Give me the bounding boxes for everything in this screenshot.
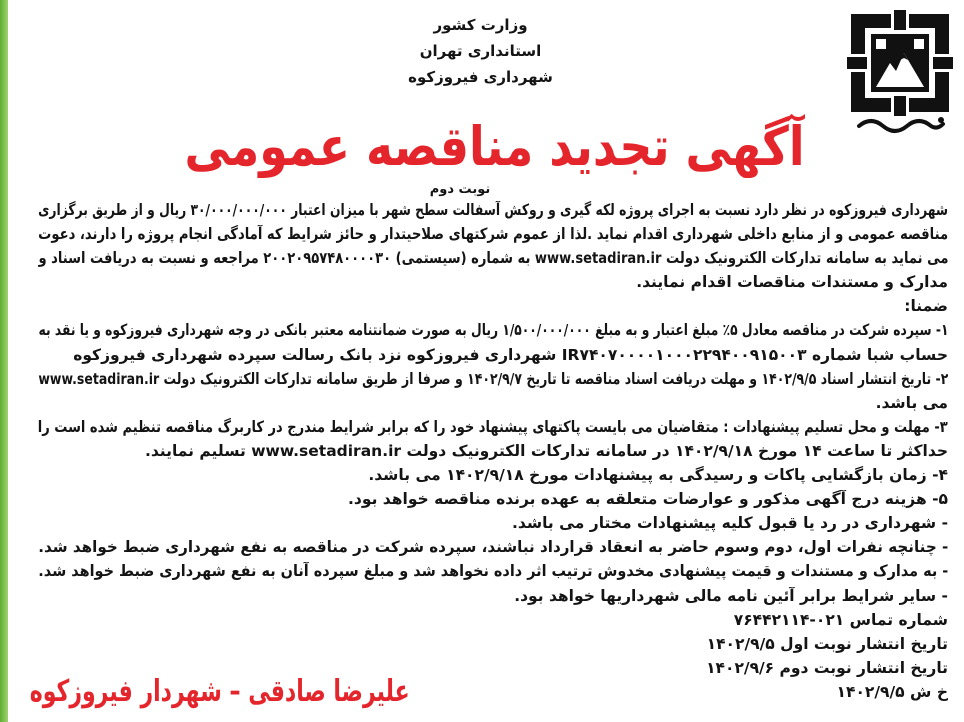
condition-3-line	[38, 418, 948, 442]
mayor-signature	[30, 672, 410, 712]
body-text-line: - سایر شرایط برابر آئین نامه مالی شهرداریها خواهد بود.	[514, 586, 948, 605]
note-line	[38, 514, 948, 538]
mayor-signature-text: علیرضا صادقی – شهردار فیروزکوه	[30, 674, 410, 709]
body-text-line: خ ش ۱۴۰۲/۹/۵	[836, 682, 948, 701]
body-text-line: ۴- زمان بازگشایی پاکات و رسیدگی به پیشنهادات مورخ ۱۴۰۲/۹/۱۸ می باشد.	[368, 466, 948, 485]
condition-1-line	[38, 346, 948, 370]
notes-heading	[38, 297, 948, 321]
body-text-line: تاریخ انتشار نوبت دوم ۱۴۰۲/۹/۶	[706, 658, 948, 677]
note-line	[38, 538, 948, 562]
ministry-name: وزارت کشور	[433, 16, 528, 34]
green-page-edge	[0, 0, 8, 722]
condition-5-line	[38, 490, 948, 514]
body-text-line: مدارک و مستندات مناقصات اقدام نمایند.	[636, 273, 948, 292]
condition-4-line	[38, 466, 948, 490]
body-text-line: شماره تماس ۰۲۱-۷۶۴۴۲۱۱۴	[733, 610, 948, 629]
intro-line	[38, 225, 948, 249]
body-text-line: - به مدارک و مستندات و قیمت پیشنهادی مخدوش ترتیب اثر داده نخواهد شد و مبلغ سپرده آنان به نفع شهرداری ضبط خواهد شد.	[38, 562, 948, 581]
body-text-line: ۳- مهلت و محل تسلیم پیشنهادات : متقاضیان می بایست پاکتهای پیشنهاد خود را که برابر شرایط مندرج در کاربرگ مناقصه تنظیم شده است را	[38, 417, 948, 436]
body-text-line: می نماید به سامانه تدارکات الکترونیک دولت www.setadiran.ir به شماره (سیستمی) ۲۰۰۲۰۹۵۷۴۸۰۰۰۰۳۰ مراجعه و نسبت به دریافت اسناد و	[38, 249, 948, 268]
body-text-line: - چنانچه نفرات اول، دوم وسوم حاضر به انعقاد قرارداد نباشند، سپرده شرکت در مناقصه به نفع شهرداری ضبط خواهد شد.	[38, 538, 948, 557]
body-text-line: تاریخ انتشار نوبت اول ۱۴۰۲/۹/۵	[706, 634, 948, 653]
body-text-line: مناقصه عمومی و از منابع داخلی شهرداری اقدام نماید .لذا از عموم شرکتهای صلاحیتدار و حائز شرایط که آمادگی انجام پروژه را دارند، دعوت	[38, 225, 948, 244]
body-text-line: حداکثر تا ساعت ۱۴ مورخ ۱۴۰۲/۹/۱۸ در سامانه تدارکات الکترونیک دولت www.setadiran.ir تسلیم نمایند.	[144, 441, 948, 460]
municipality-name: شهرداری فیروزکوه	[408, 68, 553, 86]
body-text-line: می باشد.	[875, 393, 948, 412]
contact-phone	[38, 611, 948, 635]
municipality-emblem-icon	[845, 8, 955, 136]
notice-body	[38, 201, 948, 707]
notice-title-text: آگهی تجدید مناقصه عمومی	[185, 115, 805, 178]
body-text-line: ۲- تاریخ انتشار اسناد ۱۴۰۲/۹/۵ و مهلت دریافت اسناد مناقصه تا تاریخ ۱۴۰۲/۹/۷ و صرفا از طریق سامانه تدارکات الکترونیک دولت www.setadiran.ir	[38, 369, 948, 388]
body-text-line: شهرداری فیروزکوه در نظر دارد نسبت به اجرای پروژه لکه گیری و روکش آسفالت سطح شهر با میزان اعتبار ۳۰/۰۰۰/۰۰۰/۰۰۰ ریال و از طریق برگزاری	[38, 201, 948, 219]
body-text-line: ضمنا:	[904, 297, 948, 316]
publication-round: نوبت دوم	[429, 182, 491, 197]
body-text-line: ۱- سپرده شرکت در مناقصه معادل ۵٪ مبلغ اعتبار و به مبلغ ۱/۵۰۰/۰۰۰/۰۰۰ ریال به صورت ضمانتنامه معتبر بانکی در وجه شهرداری فیروزکوه و یا نقد به	[38, 321, 948, 340]
governorate-name: استانداری تهران	[419, 42, 542, 60]
intro-line	[38, 249, 948, 273]
intro-line	[38, 273, 948, 297]
issuer-header	[398, 12, 563, 90]
body-text-line: - شهرداری در رد یا قبول کلیه پیشنهادات مختار می باشد.	[512, 514, 948, 533]
note-line	[38, 562, 948, 586]
first-publication-date	[38, 635, 948, 659]
condition-3-line	[38, 442, 948, 466]
body-text-line: ۵- هزینه درج آگهی مذکور و عوارضات متعلقه به عهده برنده مناقصه خواهد بود.	[348, 490, 948, 509]
condition-2-line	[38, 370, 948, 394]
body-text-line: حساب شبا شماره IR۷۴۰۷۰۰۰۰۱۰۰۰۲۲۹۴۰۰۹۱۵۰۰۳ شهرداری فیروزکوه نزد بانک رسالت سپرده شهرداری فیروزکوه	[73, 345, 948, 364]
note-line	[38, 587, 948, 611]
condition-1-line	[38, 321, 948, 345]
condition-2-line	[38, 394, 948, 418]
notice-title	[185, 112, 805, 182]
intro-line	[38, 201, 948, 225]
